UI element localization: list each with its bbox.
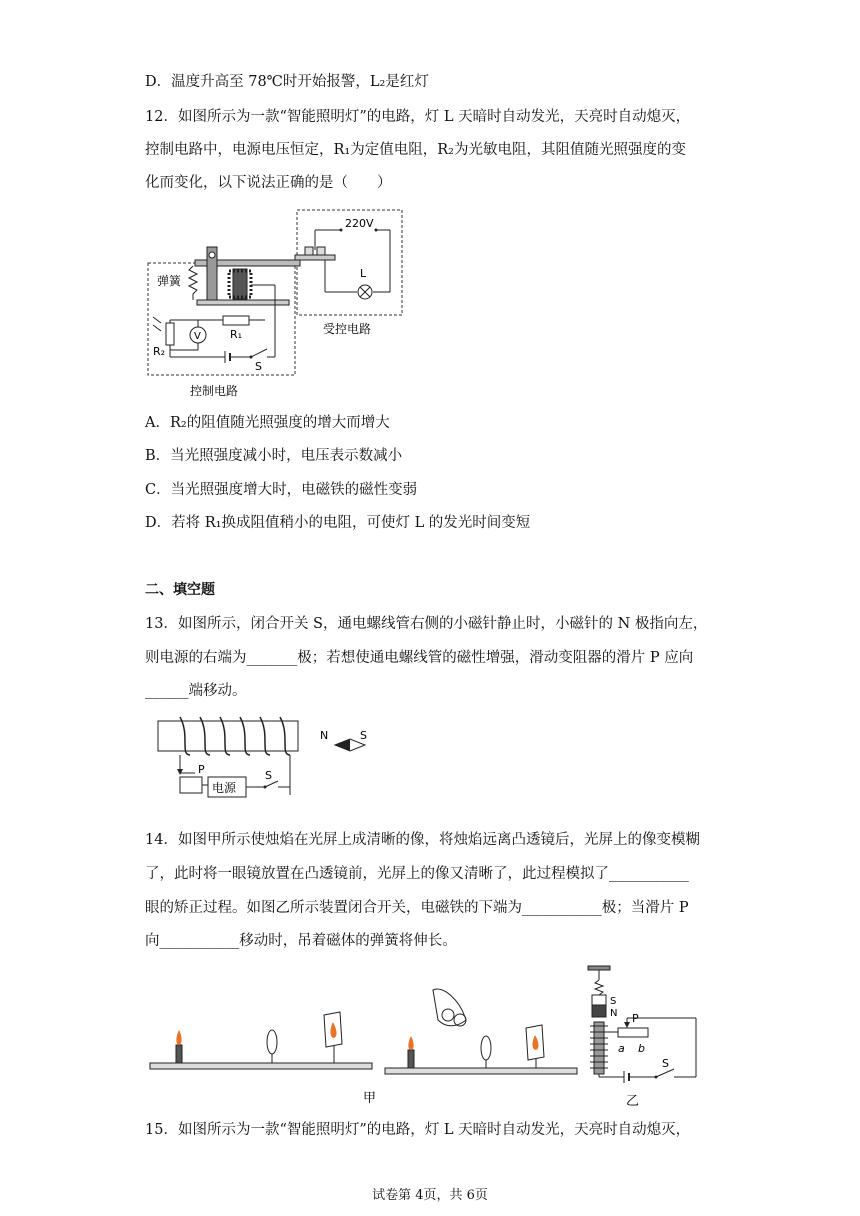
controlled-circuit-label: 受控电路 [323,322,372,336]
q13-solenoid-figure [150,715,385,807]
switch-label: S [265,769,272,782]
needle-n-label: N [320,729,329,742]
slider-label: P [198,763,205,776]
q14-stem-line1: 14．如图甲所示使烛焰在光屏上成清晰的像，将烛焰远离凸透镜后，光屏上的像变模糊 [145,832,700,848]
q14-figures [148,960,708,1110]
figure-yi-caption: 乙 [626,1094,640,1109]
q12-stem-line2: 控制电路中，电源电压恒定，R₁为定值电阻，R₂为光敏电阻，其阻值随光照强度的变 [145,142,686,158]
lamp-label: L [360,267,367,280]
page-footer: 试卷第 4页，共 6页 [372,1188,488,1203]
spring-label: 弹簧 [157,274,182,288]
q13-stem-line2: 则电源的右端为_______极；若想使通电螺线管的磁性增强，滑动变阻器的滑片 P 应向 [145,650,694,666]
r2-label: R₂ [153,345,166,358]
q12-relay-circuit-figure [145,205,415,405]
switch-label: S [662,1057,669,1070]
r1-label: R₁ [230,328,243,341]
control-circuit-label: 控制电路 [190,384,239,398]
q14-stem-line3: 眼的矫正过程。如图乙所示装置闭合开关，电磁铁的下端为___________极；当滑片 P [145,900,689,916]
lens-icon [267,1030,277,1054]
q14-stem-line2: 了，此时将一眼镜放置在凸透镜前，光屏上的像又清晰了，此过程模拟了___________ [145,866,689,882]
hand-holding-glasses-icon [433,989,466,1026]
magnet-n-label: N [610,1008,618,1019]
power-supply-label: 电源 [212,781,237,795]
figure-jia-caption: 甲 [363,1091,377,1106]
slider-label: P [632,1012,639,1025]
q14-stem-line4: 向___________移动时，吊着磁体的弹簧将伸长。 [145,933,457,949]
needle-s-label: S [360,729,367,742]
q13-stem-line1: 13．如图所示，闭合开关 S，通电螺线管右侧的小磁针静止时，小磁针的 N 极指向左， [145,616,708,632]
q12-option-a: A．R₂的阻值随光照强度的增大而增大 [145,415,390,431]
voltmeter-label: V [194,331,201,342]
q12-stem-line3: 化而变化，以下说法正确的是（ ） [145,175,392,191]
q13-stem-line3: ______端移动。 [145,683,247,699]
q12-option-d: D．若将 R₁换成阻值稍小的电阻，可使灯 L 的发光时间变短 [145,515,531,531]
q11-option-d: D．温度升高至 78℃时开始报警，L₂是红灯 [145,74,429,90]
q12-option-b: B．当光照强度减小时，电压表示数减小 [145,448,403,464]
switch-label: S [255,360,262,373]
end-b-label: b [638,1042,645,1055]
section-heading: 二、填空题 [145,582,215,598]
end-a-label: a [618,1042,625,1055]
q12-option-c: C．当光照强度增大时，电磁铁的磁性变弱 [145,482,418,498]
candle-icon [176,1045,182,1063]
q12-stem-line1: 12．如图所示为一款“智能照明灯”的电路，灯 L 天暗时自动发光，天亮时自动熄灭， [145,109,691,125]
q15-stem-line1: 15．如图所示为一款“智能照明灯”的电路，灯 L 天暗时自动发光，天亮时自动熄灭， [145,1122,691,1138]
supply-voltage-label: 220V [345,217,374,230]
magnet-s-label: S [610,996,617,1007]
